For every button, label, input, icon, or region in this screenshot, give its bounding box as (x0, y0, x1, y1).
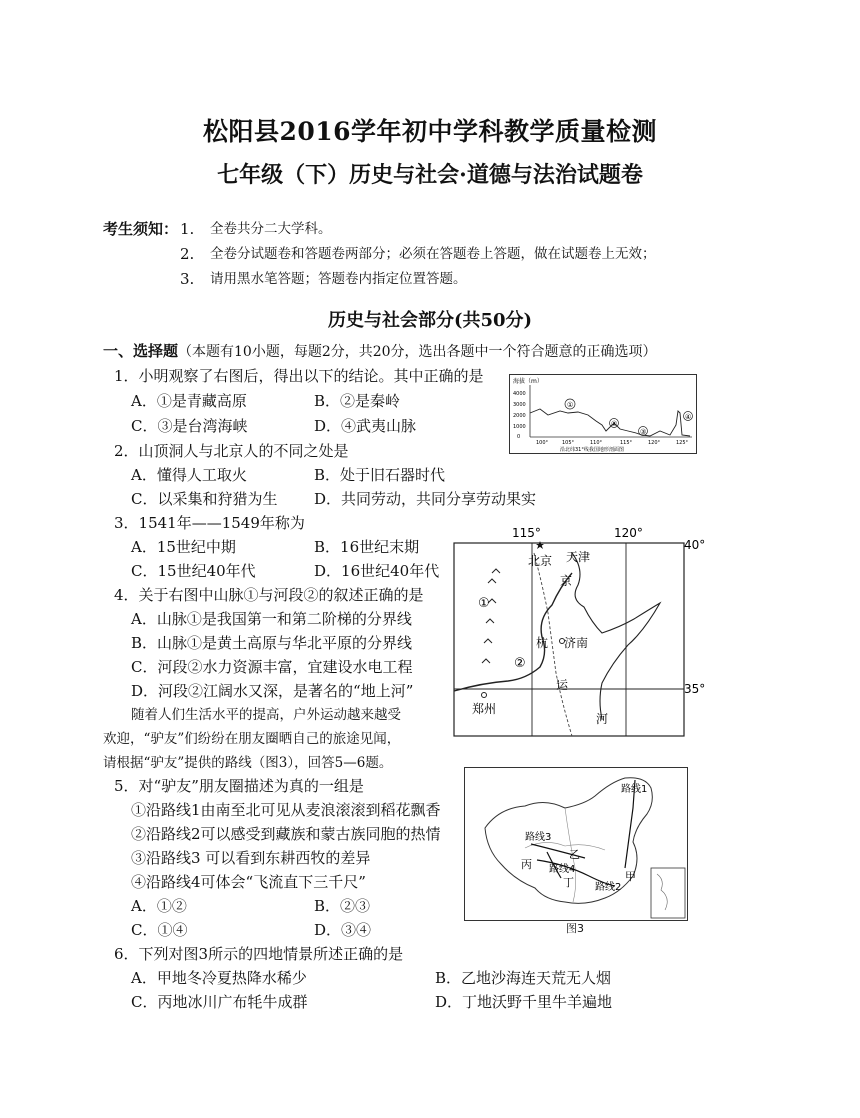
fig3-caption: 图3 (566, 922, 584, 935)
q1-option-c: C．③是台湾海峡 (131, 417, 248, 435)
map2-jing: 京 (560, 574, 573, 588)
profile-ytick-2000: 2000 (513, 413, 526, 419)
page-title: 松阳县2016学年初中学科教学质量检测 (202, 117, 658, 146)
profile-xtick-105: 105° (562, 440, 575, 446)
q2-option-a: A．懂得人工取火 (131, 466, 247, 484)
route2-label: 路线2 (595, 882, 622, 893)
profile-mark-2: ② (611, 420, 618, 428)
q6-option-c: C．丙地冰川广布牦牛成群 (131, 993, 308, 1011)
q4-option-c: C．河段②水力资源丰富，宜建设水电工程 (131, 658, 413, 676)
route3-label: 路线3 (525, 832, 552, 843)
part1-header (103, 341, 657, 362)
map2-lat-35: 35° (684, 682, 706, 696)
q3-option-d: D．16世纪40年代 (314, 562, 440, 580)
q6-stem: 6．下列对图3所示的四地情景所述正确的是 (114, 945, 404, 963)
map2-taihang-mountains (482, 569, 500, 663)
profile-terrain-line (530, 409, 690, 436)
notice-label: 考生须知： (103, 220, 179, 238)
q5-statement-3: ③沿路线3 可以看到东耕西牧的差异 (131, 849, 371, 867)
q1-stem: 1．小明观察了右图后，得出以下的结论。其中正确的是 (114, 367, 484, 385)
notice-item-1: 全卷共分二大学科。 (210, 221, 332, 237)
profile-ytick-1000: 1000 (513, 424, 526, 430)
part1-label: 一、选择题 (103, 342, 179, 360)
q4-stem: 4．关于右图中山脉①与河段②的叙述正确的是 (114, 586, 424, 604)
profile-caption: 沿北纬31°线我国地形剖面图 (560, 447, 624, 453)
map2-lon-115: 115° (512, 526, 541, 540)
profile-mark-4: ④ (685, 413, 692, 421)
q5-option-b: B．②③ (314, 897, 371, 915)
south-sea-islands (657, 874, 667, 910)
q5-option-d: D．③④ (314, 921, 372, 939)
intro-line-1: 随着人们生活水平的提高，户外运动越来越受 (131, 707, 401, 723)
profile-xtick-125: 125° (676, 440, 689, 446)
q1-option-d: D．④武夷山脉 (314, 417, 417, 435)
notice-item-3: 请用黑水笔答题；答题卷内指定位置答题。 (210, 271, 467, 287)
q5-statement-4: ④沿路线4可体会“飞流直下三千尺” (131, 873, 366, 891)
map2-zhengzhou: 郑州 (472, 702, 497, 716)
map2-beijing-star-icon (536, 541, 544, 549)
province-border-1 (525, 842, 605, 850)
notice-num-2: 2. (180, 245, 195, 263)
q4-option-d: D．河段②江阔水又深，是著名的“地上河” (131, 682, 414, 700)
profile-xtick-110: 110° (590, 440, 603, 446)
q5-stem: 5．对“驴友”朋友圈描述为真的一组是 (114, 777, 364, 795)
map2-yellow-river (454, 573, 572, 691)
profile-mark-1: ① (567, 401, 574, 409)
profile-ytick-0: 0 (517, 434, 521, 440)
terrain-profile-svg (510, 375, 696, 453)
map2-beijing: 北京 (528, 554, 553, 568)
q2-option-b: B．处于旧石器时代 (314, 466, 446, 484)
terrain-profile-figure (509, 374, 697, 454)
north-china-map-figure (452, 523, 706, 738)
fig3-jia: 甲 (625, 870, 636, 883)
q4-option-a: A．山脉①是我国第一和第二阶梯的分界线 (131, 610, 412, 628)
map2-zhengzhou-dot (482, 693, 487, 698)
notice-num-1: 1. (180, 220, 195, 238)
map2-yun: 运 (556, 678, 569, 692)
q1-option-b: B．②是秦岭 (314, 392, 401, 410)
map2-he: 河 (596, 712, 609, 726)
q3-option-c: C．15世纪40年代 (131, 562, 256, 580)
q3-option-a: A．15世纪中期 (131, 538, 236, 556)
notice-num-3: 3. (180, 270, 195, 288)
profile-xtick-120: 120° (648, 440, 661, 446)
q2-stem: 2．山顶洞人与北京人的不同之处是 (114, 442, 349, 460)
china-routes-map-figure (464, 767, 688, 921)
profile-ytick-3000: 3000 (513, 402, 526, 408)
profile-mark-3: ③ (640, 428, 647, 436)
q1-option-a: A．①是青藏高原 (131, 392, 247, 410)
south-sea-inset (651, 868, 685, 918)
q5-option-c: C．①④ (131, 921, 188, 939)
intro-line-2: 欢迎，“驴友”们纷纷在朋友圈晒自己的旅途见闻， (103, 731, 401, 747)
q2-option-c: C．以采集和狩猎为生 (131, 490, 278, 508)
q5-statement-1: ①沿路线1由南至北可见从麦浪滚滚到稻花飘香 (131, 801, 441, 819)
part1-desc: （本题有10小题，每题2分，共20分，选出各题中一个符合题意的正确选项） (178, 344, 657, 360)
profile-ylabel: 海拔（m） (513, 378, 543, 385)
q6-option-a: A．甲地冬冷夏热降水稀少 (131, 969, 307, 987)
route1-label: 路线1 (621, 784, 648, 795)
fig3-ding: 丁 (563, 876, 574, 889)
q3-option-b: B．16世纪末期 (314, 538, 420, 556)
q6-option-b: B．乙地沙海连天荒无人烟 (435, 969, 612, 987)
fig3-yi: 乙 (569, 848, 580, 861)
q5-option-a: A．①② (131, 897, 187, 915)
q2-option-d: D．共同劳动，共同分享劳动果实 (314, 490, 537, 508)
q5-statement-2: ②沿路线2可以感受到藏族和蒙古族同胞的热情 (131, 825, 441, 843)
route4-label: 路线4 (549, 864, 576, 875)
map2-mark-1: ① (478, 596, 490, 611)
north-china-map-svg (452, 523, 706, 738)
map2-tianjin: 天津 (566, 550, 591, 564)
page-subtitle: 七年级（下）历史与社会·道德与法治试题卷 (217, 162, 643, 188)
q4-option-b: B．山脉①是黄土高原与华北平原的分界线 (131, 634, 413, 652)
intro-line-3: 请根据“驴友”提供的路线（图3），回答5—6题。 (103, 755, 393, 771)
profile-xtick-115: 115° (620, 440, 633, 446)
map2-mark-2: ② (514, 656, 526, 671)
map2-jinan: 济南 (564, 636, 589, 650)
profile-ytick-4000: 4000 (513, 391, 526, 397)
section-title: 历史与社会部分(共50分) (327, 310, 533, 331)
notice-item-2: 全卷分试题卷和答题卷两部分；必须在答题卷上答题，做在试题卷上无效； (210, 246, 656, 262)
profile-xtick-100: 100° (536, 440, 549, 446)
china-routes-map-svg (465, 768, 687, 920)
map2-hang: 杭 (536, 636, 549, 650)
fig3-bing: 丙 (521, 858, 532, 871)
q3-stem: 3．1541年——1549年称为 (114, 514, 305, 532)
q6-option-d: D．丁地沃野千里牛羊遍地 (435, 993, 613, 1011)
map2-lon-120: 120° (614, 526, 643, 540)
map2-lat-40: 40° (684, 538, 706, 552)
